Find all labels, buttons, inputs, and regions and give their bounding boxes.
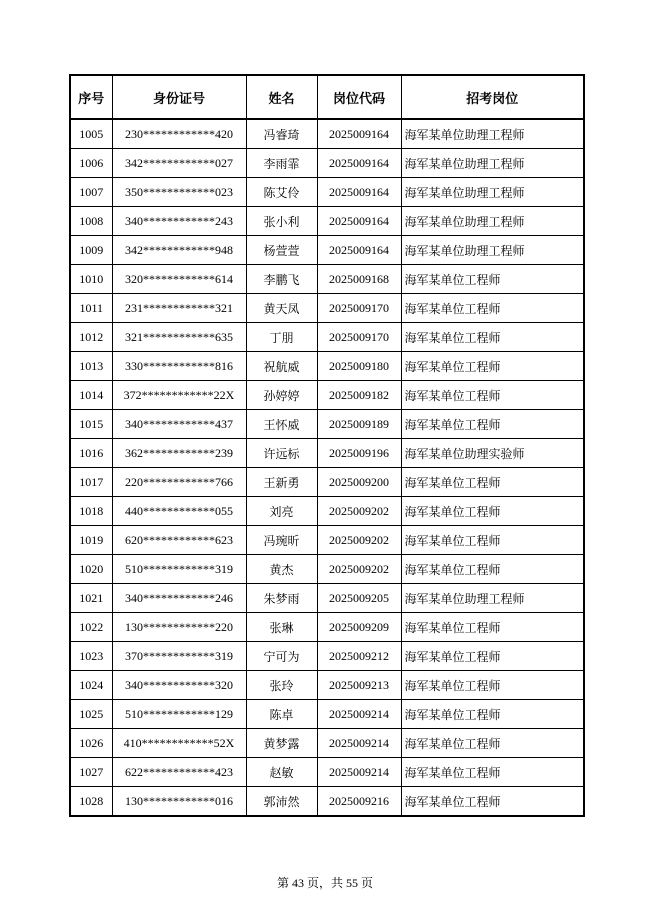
cell-job-code: 2025009164 [317,119,401,149]
cell-job-code: 2025009182 [317,381,401,410]
cell-job-code: 2025009164 [317,207,401,236]
table-row [70,439,584,468]
cell-id-number: 342************948 [112,236,246,265]
cell-position: 海军某单位工程师 [401,294,584,323]
cell-position: 海军某单位助理实验师 [401,439,584,468]
table-row [70,584,584,613]
cell-job-code: 2025009212 [317,642,401,671]
cell-job-code: 2025009214 [317,700,401,729]
column-header-job-code: 岗位代码 [317,75,401,119]
cell-serial: 1014 [70,381,112,410]
cell-name: 张琳 [246,613,317,642]
cell-serial: 1009 [70,236,112,265]
cell-serial: 1012 [70,323,112,352]
cell-serial: 1019 [70,526,112,555]
cell-name: 张小利 [246,207,317,236]
cell-job-code: 2025009214 [317,729,401,758]
cell-name: 丁朋 [246,323,317,352]
cell-serial: 1011 [70,294,112,323]
cell-serial: 1028 [70,787,112,817]
cell-position: 海军某单位助理工程师 [401,149,584,178]
cell-job-code: 2025009170 [317,294,401,323]
table-row [70,555,584,584]
table-row [70,149,584,178]
cell-serial: 1022 [70,613,112,642]
table-row [70,700,584,729]
cell-name: 祝航威 [246,352,317,381]
cell-position: 海军某单位工程师 [401,729,584,758]
cell-position: 海军某单位助理工程师 [401,584,584,613]
cell-name: 陈艾伶 [246,178,317,207]
cell-name: 王新勇 [246,468,317,497]
cell-id-number: 340************437 [112,410,246,439]
cell-serial: 1015 [70,410,112,439]
cell-job-code: 2025009164 [317,236,401,265]
cell-id-number: 340************243 [112,207,246,236]
cell-position: 海军某单位工程师 [401,700,584,729]
cell-serial: 1017 [70,468,112,497]
cell-name: 黄杰 [246,555,317,584]
table-row [70,497,584,526]
cell-job-code: 2025009164 [317,178,401,207]
table-body [70,119,584,816]
cell-name: 朱梦雨 [246,584,317,613]
cell-job-code: 2025009180 [317,352,401,381]
cell-id-number: 130************016 [112,787,246,817]
table-row [70,381,584,410]
cell-serial: 1016 [70,439,112,468]
cell-id-number: 362************239 [112,439,246,468]
cell-position: 海军某单位助理工程师 [401,236,584,265]
cell-position: 海军某单位工程师 [401,671,584,700]
cell-serial: 1026 [70,729,112,758]
table-row [70,671,584,700]
cell-serial: 1024 [70,671,112,700]
cell-id-number: 620************623 [112,526,246,555]
cell-id-number: 340************320 [112,671,246,700]
cell-position: 海军某单位工程师 [401,555,584,584]
cell-name: 黄梦露 [246,729,317,758]
cell-serial: 1021 [70,584,112,613]
cell-id-number: 510************129 [112,700,246,729]
table-row [70,729,584,758]
cell-name: 冯睿琦 [246,119,317,149]
table-row [70,787,584,817]
table-row [70,410,584,439]
cell-job-code: 2025009202 [317,497,401,526]
cell-id-number: 320************614 [112,265,246,294]
column-header-id-number: 身份证号 [112,75,246,119]
cell-serial: 1007 [70,178,112,207]
cell-position: 海军某单位工程师 [401,381,584,410]
cell-id-number: 510************319 [112,555,246,584]
cell-job-code: 2025009202 [317,526,401,555]
cell-job-code: 2025009196 [317,439,401,468]
table-row [70,642,584,671]
cell-position: 海军某单位工程师 [401,497,584,526]
cell-id-number: 350************023 [112,178,246,207]
cell-position: 海军某单位工程师 [401,352,584,381]
cell-position: 海军某单位工程师 [401,265,584,294]
cell-name: 陈卓 [246,700,317,729]
cell-name: 冯琬昕 [246,526,317,555]
cell-job-code: 2025009202 [317,555,401,584]
column-header-name: 姓名 [246,75,317,119]
cell-id-number: 220************766 [112,468,246,497]
cell-position: 海军某单位助理工程师 [401,119,584,149]
cell-job-code: 2025009213 [317,671,401,700]
cell-name: 张玲 [246,671,317,700]
cell-serial: 1025 [70,700,112,729]
cell-name: 黄天凤 [246,294,317,323]
cell-name: 许远标 [246,439,317,468]
cell-job-code: 2025009209 [317,613,401,642]
cell-serial: 1008 [70,207,112,236]
table-row [70,236,584,265]
cell-id-number: 330************816 [112,352,246,381]
cell-name: 王怀威 [246,410,317,439]
cell-serial: 1010 [70,265,112,294]
cell-id-number: 230************420 [112,119,246,149]
cell-serial: 1005 [70,119,112,149]
cell-name: 李鹏飞 [246,265,317,294]
cell-position: 海军某单位工程师 [401,787,584,817]
table-row [70,758,584,787]
cell-name: 郭沛然 [246,787,317,817]
cell-id-number: 410************52X [112,729,246,758]
cell-id-number: 370************319 [112,642,246,671]
cell-job-code: 2025009216 [317,787,401,817]
cell-id-number: 130************220 [112,613,246,642]
cell-id-number: 372************22X [112,381,246,410]
cell-position: 海军某单位工程师 [401,613,584,642]
cell-position: 海军某单位工程师 [401,468,584,497]
cell-id-number: 340************246 [112,584,246,613]
cell-serial: 1020 [70,555,112,584]
cell-name: 杨萱萱 [246,236,317,265]
table-header-row [70,75,584,119]
table-row [70,265,584,294]
cell-id-number: 342************027 [112,149,246,178]
cell-position: 海军某单位助理工程师 [401,207,584,236]
table-row [70,352,584,381]
table-row [70,468,584,497]
cell-serial: 1013 [70,352,112,381]
cell-id-number: 440************055 [112,497,246,526]
table-row [70,294,584,323]
page-number-footer: 第 43 页，共 55 页 [276,876,373,890]
table-row [70,178,584,207]
cell-position: 海军某单位助理工程师 [401,178,584,207]
cell-job-code: 2025009205 [317,584,401,613]
column-header-serial: 序号 [70,75,112,119]
table-row [70,207,584,236]
cell-job-code: 2025009168 [317,265,401,294]
cell-job-code: 2025009200 [317,468,401,497]
cell-job-code: 2025009170 [317,323,401,352]
table-row [70,119,584,149]
column-header-position: 招考岗位 [401,75,584,119]
cell-position: 海军某单位工程师 [401,758,584,787]
cell-name: 李雨霏 [246,149,317,178]
recruitment-roster-table [69,74,585,817]
cell-serial: 1023 [70,642,112,671]
cell-job-code: 2025009189 [317,410,401,439]
cell-id-number: 231************321 [112,294,246,323]
cell-name: 宁可为 [246,642,317,671]
cell-serial: 1018 [70,497,112,526]
cell-name: 赵敏 [246,758,317,787]
cell-position: 海军某单位工程师 [401,323,584,352]
cell-serial: 1006 [70,149,112,178]
cell-name: 刘亮 [246,497,317,526]
cell-job-code: 2025009164 [317,149,401,178]
table-row [70,613,584,642]
cell-job-code: 2025009214 [317,758,401,787]
table-row [70,526,584,555]
cell-position: 海军某单位工程师 [401,410,584,439]
cell-id-number: 622************423 [112,758,246,787]
cell-name: 孙婷婷 [246,381,317,410]
cell-position: 海军某单位工程师 [401,526,584,555]
table-row [70,323,584,352]
cell-position: 海军某单位工程师 [401,642,584,671]
cell-id-number: 321************635 [112,323,246,352]
cell-serial: 1027 [70,758,112,787]
